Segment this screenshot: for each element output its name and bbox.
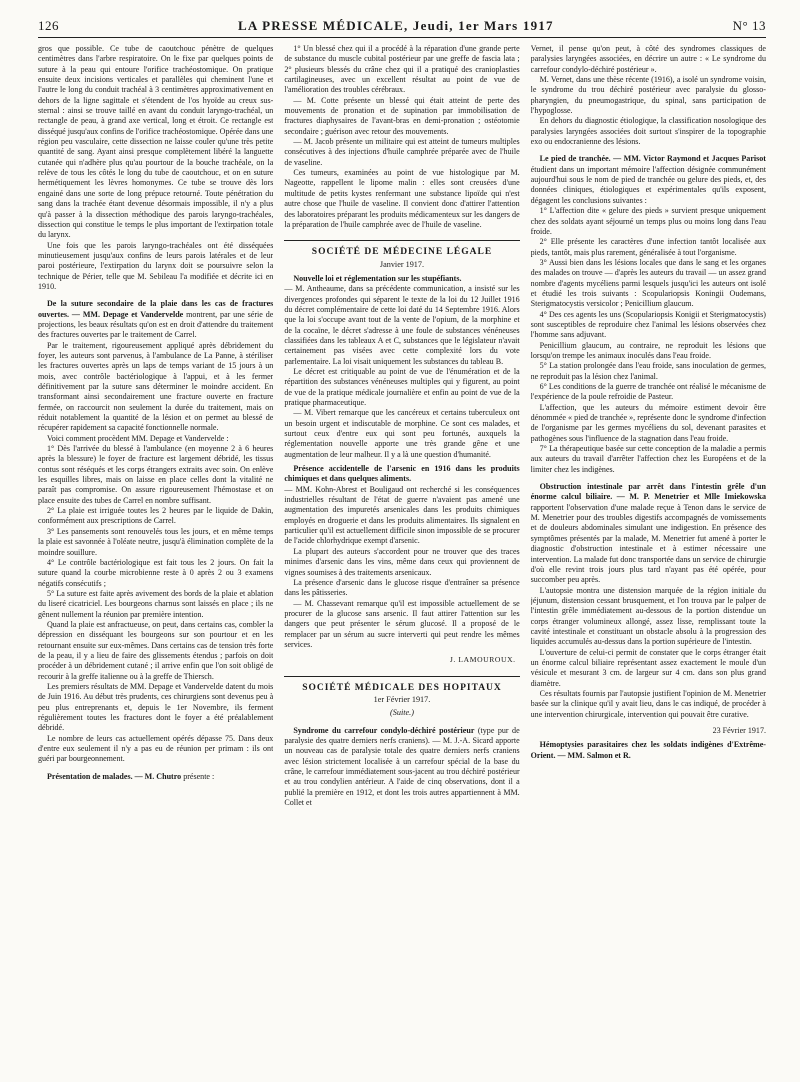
paragraph: — M. Vibert remarque que les cancéreux et certains tuberculeux ont un besoin urgent et indiscutable de morphine. Ce sont ces malades, et surtout ceux d'entre eux qui sont peu fortunés, auxquels la réglementation nouvelle apporte une très grande gêne et une augmentation de leur malheur. Il y a là une question d'humanité. (284, 408, 520, 459)
paragraph: 1° Dès l'arrivée du blessé à l'ambulance (en moyenne 2 à 6 heures après la blessure) le foyer de fracture est largement débridé, les tissus contus sont réséqués et les corps étrangers extraits avec soin. On enlève les esquilles libres, mais on laisse en place celles dont la vitalité ne paraît pas compromise. On assure rigoureusement l'hémostase et on place ensuite des tubes de Carrel en nombre suffisant. (38, 444, 274, 505)
running-header (38, 18, 766, 38)
paragraph: 3° Aussi bien dans les lésions locales que dans le sang et les organes des malades on trouve — d'après les auteurs du travail — un assez grand nombre d'agents mycéliens parmi lesquels jusqu'ici les auteurs ont isolé et étudié les trois suivants : Scopulariopsis Koningii Oudemans, Sterigmatocystis versicolor ; Penicillium glaucum. (530, 257, 766, 309)
paragraph: La présence d'arsenic dans le glucose risque d'entraîner sa présence dans les pâtisseries. (284, 577, 520, 598)
paragraph: L'affection, que les auteurs du mémoire estiment devoir être dénommée « pied de tranchée », représente donc le syndrome d'infection de l'organisme par les germes mycéliens du sol, devenant parasites et pathogènes sous l'influence de la stagnation dans l'eau froide. (530, 402, 766, 443)
paragraph: Par le traitement, rigoureusement appliqué après débridement du foyer, les auteurs sont parvenus, à l'ambulance de La Panne, à stériliser les fractures ouvertes après un laps de temps variant de 15 jours à un mois, avec contrôle bactériologique à l'appui, et à les fermer définitivement par la suture sans déterminer le moindre accident. En transformant ainsi secondairement une fracture ouverte en fracture fermée, on raccourcit non seulement la durée du traitement, mais on réduit notablement la quantité de la lésion et on permet au blessé de récupérer rapidement sa capacité fonctionnelle normale. (38, 340, 274, 433)
paragraph: Penicillium glaucum, au contraire, ne reproduit les lésions que lorsqu'on trempe les animaux inoculés dans l'eau froide. (530, 340, 766, 360)
paragraph: 4° Des ces agents les uns (Scopulariopsis Konigii et Sterigmatocystis) sont susceptibles de reproduire chez l'animal les lésions observées chez l'homme sans adjuvant. (530, 309, 766, 340)
section-title: SOCIÉTÉ DE MÉDECINE LÉGALE (284, 240, 519, 257)
paragraph: 4° Le contrôle bactériologique est fait tous les 2 jours. On fait la suture quand la courbe microbienne reste à 0 après 2 ou 3 examens négatifs consécutifs ; (38, 557, 274, 588)
paragraph: 2° La plaie est irriguée toutes les 2 heures par le liquide de Dakin, conformément aux prescriptions de Carrel. (38, 506, 274, 526)
paragraph: Vernet, il pense qu'on peut, à côté des syndromes classiques de paralysies laryngées associées, en décrire un autre : « Le syndrome du carrefour condylo-déchiré postérieur ». (530, 44, 766, 74)
column-1 (38, 44, 273, 1074)
paragraph: — M. Chassevant remarque qu'il est impossible actuellement de se procurer de la glucose sans arsenic. Il faut attirer l'attention sur les dangers que peut présenter le sérum glucosé. Il a proposé de le remplacer par un sérum au sucre interverti qui peut rendre les mêmes services. (284, 598, 520, 649)
paragraph: Le nombre de leurs cas actuellement opérés dépasse 75. Dans deux d'entre eux seulement il n'y a pas eu de réunion per primam : ils ont guéri par bourgeonnement. (38, 733, 274, 764)
section-title: SOCIÉTÉ MÉDICALE DES HOPITAUX (284, 676, 519, 693)
paragraph: 1° L'affection dite « gelure des pieds » survient presque uniquement chez des soldats ayant séjourné un temps plus ou moins long dans l'eau froide. (530, 206, 766, 236)
paragraph: — M. Antheaume, dans sa précédente communication, a insisté sur les divergences profondes qui séparent le texte de la loi du 12 Juillet 1916 du décret complémentaire de cette loi daté du 14 Septembre 1916. Alors que la loi s'occupe avant tout de la vente de l'opium, de la morphine et de la cocaïne, le décret s'adresse à une foule de substances vénéneuses classifiées dans les tableaux A et C, substances que le législateur n'avait certainement pas visées avec cette complexité lors du vote parlementaire. La loi visait uniquement les substances du tableau B. (284, 284, 520, 366)
paragraph: La plupart des auteurs s'accordent pour ne trouver que des traces minimes d'arsenic dans les vins, même dans ceux qui proviennent de vignes soumises à des traitements arsenicaux. (284, 546, 520, 577)
article-heading: Présentation de malades. — M. Chutro (47, 771, 182, 781)
paragraph: L'autopsie montra une distension marquée de la région initiale du jéjunum, distension cessant brusquement, et l'on trouva par le palper de l'intestin grêle immédiatement au-dessous de la portion distendue un corps étranger volumineux allongé, assez lisse, remplissant toute la cavité intestinale et constituant un obstacle absolu à la progression des liquides accumulés au-dessus dans la portion supérieure de l'intestin. (530, 585, 766, 647)
paragraph: De la suture secondaire de la plaie dans les cas de fractures ouvertes. — MM. Depage et Vandervelde montrent, par une série de projections, les beaux résultats qu'on est en droit d'attendre du traitement des fractures ouvertes par le traitement de Carrel. (38, 299, 274, 340)
paragraph: 5° La station prolongée dans l'eau froide, sans inoculation de germes, ne reproduit pas la lésion chez l'animal. (530, 361, 766, 381)
article-heading: Nouvelle loi et réglementation sur les stupéfiants. (293, 273, 462, 283)
paragraph: Syndrome du carrefour condylo-déchiré postérieur (type pur de paralysie des quatre derniers nerfs craniens). — M. J.-A. Sicard apporte un nouveau cas de paralysie totale des quatre derniers nerfs craniens avec lésion strictement localisée à un carrefour spécial de la base du crâne, le carrefour immédiatement sous-jacent au trou déchiré postérieur et au trou condylien antérieur. A l'aide de cinq observations, dont il a publié la première en 1912, et dont les trois autres appartiennent à MM. Collet et (284, 725, 520, 808)
paragraph: — MM. Kohn-Abrest et Bouligaud ont recherché si les conséquences industrielles résultant de l'état de guerre n'avaient pas amené une augmentation des impuretés arsenicales dans les produits chimiques employés en droguerie et dans les produits alimentaires. Ils signalent en particulier qu'il est actuellement difficile sinon impossible de se procurer de l'acide chlorhydrique exempt d'arsenic. (284, 484, 520, 546)
paragraph: 3° Les pansements sont renouvelés tous les jours, et en même temps la plaie est savonnée à l'oléate neutre, jusqu'à élimination complète de la moindre souillure. (38, 526, 274, 557)
article-heading: Syndrome du carrefour condylo-déchiré postérieur (293, 725, 475, 735)
section-continued: (Suite.) (390, 708, 414, 718)
paragraph: Les premiers résultats de MM. Depage et Vandervelde datent du mois de Juin 1916. Au début très prudents, ces chirurgiens sont devenus peu à peu plus entreprenants et, depuis le 1er Novembre, ils ferment régulièrement toutes les fractures dont le foyer a été préalablement débridé. (38, 681, 274, 733)
paragraph: L'ouverture de celui-ci permit de constater que le corps étranger était un énorme calcul biliaire représentant assez exactement le moule d'un vésicule et mesurant 3 cm. de largeur sur 4 cm. dans son plus grand diamètre. (530, 647, 766, 688)
dateline: 23 Février 1917. (712, 726, 766, 735)
paragraph: Présentation de malades. — M. Chutro présente : (47, 771, 215, 781)
paragraph: En dehors du diagnostic étiologique, la classification nosologique des paralysies laryngées associées doit surtout s'inspirer de la topographie exo ou endocranienne des lésions. (530, 116, 766, 147)
paragraph: — M. Jacob présente un militaire qui est atteint de tumeurs multiples consécutives à des injections d'huile camphrée préparée avec de l'huile de vaseline. (284, 137, 520, 167)
paragraph: 7° La thérapeutique basée sur cette conception de la maladie a permis aux auteurs du travail d'arrêter l'affection chez les Européens et de la limiter chez les indigènes. (530, 444, 766, 474)
section-date: 1er Février 1917. (373, 694, 431, 704)
issue-number: N° 13 (732, 18, 766, 33)
paragraph: 2° Elle présente les caractères d'une infection tantôt localisée aux pieds, tantôt, mais plus rarement, généralisée à tout l'organisme. (530, 237, 766, 257)
paragraph: 6° Les conditions de la guerre de tranchée ont réalisé le mécanisme de l'expérience de la poule refroidie de Pasteur. (530, 382, 766, 402)
column-3 (531, 44, 766, 1074)
article-heading: Le pied de tranchée. — MM. Victor Raymond et Jacques Parisot (539, 154, 766, 164)
paragraph: Le décret est critiquable au point de vue de l'énumération et de la répartition des substances vénéneuses multiples qui y figurent, au point de vue de la pratique médicale journalière et enfin au point de vue de la pratique pharmaceutique. (284, 366, 520, 407)
article-columns (38, 44, 766, 1074)
article-heading: Présence accidentelle de l'arsenic en 1916 dans les produits chimiques et dans quelques aliments. (284, 464, 520, 484)
paragraph: Ces tumeurs, examinées au point de vue histologique par M. Nageotte, rappellent le lipome malin : elles sont creusées d'une multitude de petits kystes renfermant une substance lipoïde qui n'est autre chose que l'huile de vaseline. Il convient donc d'attirer l'attention des laboratoires préparant les produits médicamenteux sur les dangers de la préparation de l'huile camphrée avec de l'huile de vaseline. (284, 168, 520, 229)
paragraph: Ces résultats fournis par l'autopsie justifient l'opinion de M. Menetrier basée sur la clinique qu'il y avait lieu, dans le cas indiqué, de procéder à une intervention chirurgicale, intervention qui pouvait être curative. (530, 688, 766, 719)
column-2 (284, 44, 519, 1074)
author-signature: J. LAMOUROUX. (449, 655, 516, 665)
paragraph: M. Vernet, dans une thèse récente (1916), a isolé un syndrome voisin, le syndrome du trou déchiré postérieur avec paralysie du glosso-pharyngien, du pneumogastrique, du spinal, sans participation de l'hypoglosse. (530, 75, 766, 116)
paragraph: Obstruction intestinale par arrêt dans l'intestin grêle d'un énorme calcul biliaire. — M. P. Menetrier et Mlle Imiekowska rapportent l'observation d'une malade reçue à Tenon dans le service de M. Menetrier pour des troubles digestifs accompagnés de vomissements et de douleurs abdominales simulant une indigestion. En présence des symptômes présentés par la malade, M. Menetrier fut amené à porter le diagnostic d'obstruction intestinale et à estimer nécessaire une intervention. La malade fut donc transportée dans un service de chirurgie d'où elle revint trois jours plus tard n'ayant pas été opérée, pour succomber peu après. (530, 482, 766, 585)
paragraph: gros que possible. Ce tube de caoutchouc pénètre de quelques centimètres dans l'arbre respiratoire. On le fixe par quelques points de suture à la peau qui entoure l'orifice trachéostomique. On pratique ensuite deux incisions verticales et parallèles qui cheminent l'une et l'autre le long du conduit trachéal à 3 centimètres approximativement en dehors de la ligne sagittale et s'étendent de l'os hyoïde au creux sus-sternal : ainsi se trouve taillé en avant du conduit laryngo-trachéal, un rectangle de peau, à grand axe vertical, long et étroit. Ce rectangle est disséqué jusqu'aux confins de l'orifice trachéostomique. Opérée dans une région peu vasculaire, cette dissection ne laisse couler qu'une très petite quantité de sang. Ayant ainsi presque complètement libéré la languette cutanée qui n'adhère plus qu'au pourtour de la bouche trachéale, on la relève de tous les côtés le long du tube de caoutchouc, et on en suture hermétiquement les lèvres homonymes. Ce tube se trouve dès lors engainé dans une sorte de long prépuce retourné. Toute pénétration du sang dans la trachée étant devenue désormais impossible, il n'y a plus qu'à passer à la dissection méthodique des parois laryngo-trachéales, dissection qui constitue le temps le plus important de l'extirpation totale du larynx. (38, 44, 274, 240)
paragraph: Quand la plaie est anfractueuse, on peut, dans certains cas, combler la dépression en disséquant les bourgeons sur son pourtour et en les retournant ensuite sur eux-mêmes. Dans certains cas de tension très forte de la peau, il y a lieu de faire des glissements étendus ; parfois on doit procéder à un débridement cutané ; il arrive enfin que l'on soit obligé de recourir à la greffe italienne ou à la greffe de Thiersch. (38, 619, 274, 681)
article-heading: Obstruction intestinale par arrêt dans l'intestin grêle d'un énorme calcul biliaire. — M. P. Menetrier et Mlle Imiekowska (530, 482, 766, 502)
paragraph: — M. Cotte présente un blessé qui était atteint de perte des mouvements de pronation et de supination par immobilisation de fractures diaphysaires de l'avant-bras en demi-pronation ; ostéotomie secondaire ; guérison avec retour des mouvements. (284, 95, 520, 136)
paragraph: Une fois que les parois laryngo-trachéales ont été disséquées minutieusement jusqu'aux confins de leurs parois latérales et de leur paroi postérieure, l'extirpation du larynx doit se poursuivre selon la technique de Périer, telle que M. Sebileau l'a modifiée et décrite ici en 1910. (38, 240, 274, 291)
page-number: 126 (38, 18, 59, 33)
paragraph: 1° Un blessé chez qui il a procédé à la réparation d'une grande perte de substance du muscle cubital postérieur par une greffe de fascia lata ; 2° plusieurs blessés du crâne chez qui il a pratiqué des cranioplasties cartilagineuses, avec un excellent résultat au point de vue de l'amélioration des troubles cérébraux. (284, 44, 520, 95)
paragraph: Voici comment procèdent MM. Depage et Vandervelde : (47, 433, 229, 443)
article-heading: De la suture secondaire de la plaie dans les cas de fractures ouvertes. — MM. Depage et Vandervelde (38, 299, 274, 319)
article-heading: Hémoptysies parasitaires chez les soldats indigènes d'Extrême-Orient. — MM. Salmon et R. (530, 740, 766, 760)
section-date: Janvier 1917. (379, 259, 425, 269)
paragraph: Le pied de tranchée. — MM. Victor Raymond et Jacques Parisot étudient dans un important mémoire l'affection désignée communément aujourd'hui sous le nom de pied de tranchée ou gelure des pieds, et, des données cliniques, étiologiques et expérimentales qu'ils exposent, dégagent les conclusions suivantes : (530, 154, 766, 205)
paragraph: 5° La suture est faite après avivement des bords de la plaie et ablation du liseré cicatriciel. Les bourgeons charnus sont laissés en place ; ils ne gênent nullement la réunion par première intention. (38, 588, 274, 619)
journal-title: LA PRESSE MÉDICALE, Jeudi, 1er Mars 1917 (237, 18, 554, 33)
